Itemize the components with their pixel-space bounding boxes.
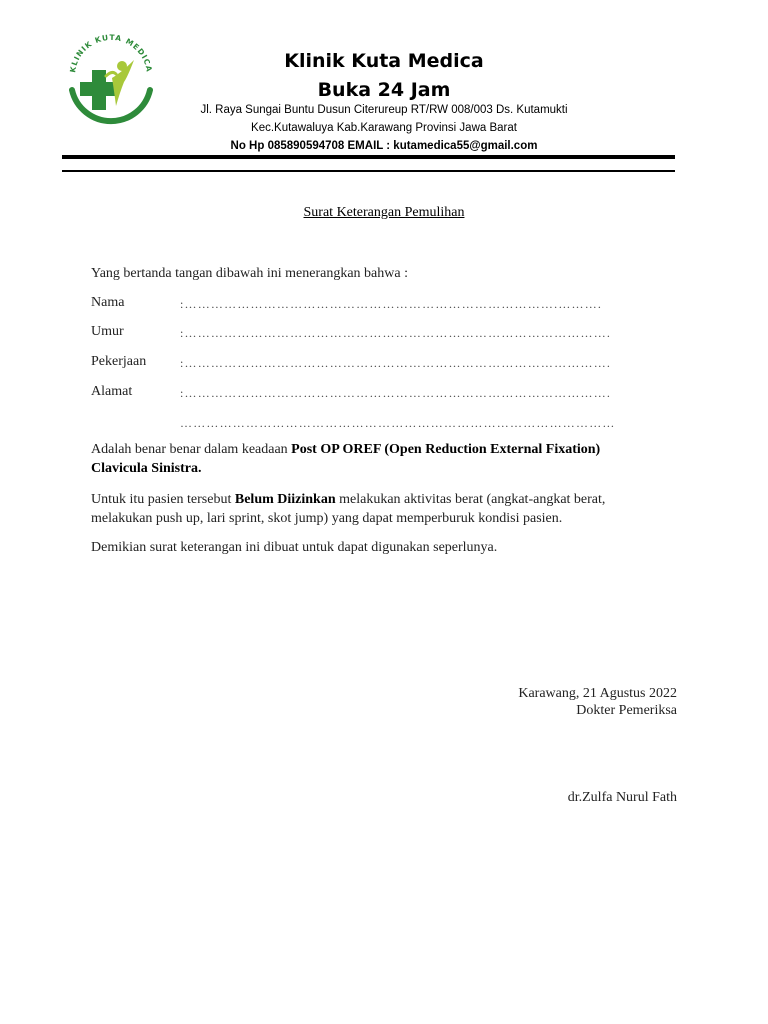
condition-text: Adalah benar benar dalam keadaan — [91, 442, 292, 457]
paragraph-condition — [91, 440, 681, 478]
letterhead-rule-thick — [62, 155, 675, 159]
field-label-nama: Nama — [91, 295, 125, 310]
document-title: Surat Keterangan Pemulihan — [303, 205, 465, 220]
field-dots-nama: :………………………………………………………………………….………. — [180, 297, 603, 311]
condition-diagnosis: Post OP OREF (Open Reduction External Fixation) — [291, 442, 601, 457]
restriction-post-2: melakukan push up, lari sprint, skot jump) yang dapat memperburuk kondisi pasien. — [91, 511, 563, 526]
field-label-pekerjaan: Pekerjaan — [91, 354, 147, 369]
signature-place-date: Karawang, 21 Agustus 2022 — [518, 686, 677, 701]
condition-diagnosis-2: Clavicula Sinistra. — [91, 461, 202, 476]
field-dots-alamat: :……………………………………………………………………………………. — [180, 386, 612, 400]
intro-text: Yang bertanda tangan dibawah ini menerangkan bahwa : — [91, 266, 408, 281]
restriction-pre: Untuk itu pasien tersebut — [91, 492, 235, 507]
letterhead-rule-thin — [62, 170, 675, 172]
paragraph-restriction — [91, 490, 681, 528]
restriction-post-1: melakukan aktivitas berat (angkat-angkat berat, — [335, 492, 606, 507]
paragraph-closing: Demikian surat keterangan ini dibuat untuk dapat digunakan seperlunya. — [91, 540, 498, 555]
field-dots-alamat-2: ……………………………………………………………………………………… — [180, 416, 616, 430]
address-line-1: Jl. Raya Sungai Buntu Dusun Citerureup RT/RW 008/003 Ds. Kutamukti — [200, 104, 568, 116]
field-label-alamat: Alamat — [91, 384, 133, 399]
field-label-umur: Umur — [91, 324, 124, 339]
contact-line: No Hp 085890594708 EMAIL : kutamedica55@gmail.com — [230, 140, 538, 152]
clinic-logo — [62, 30, 160, 136]
clinic-hours: Buka 24 Jam — [317, 79, 451, 101]
clinic-name: Klinik Kuta Medica — [284, 50, 484, 72]
signature-name: dr.Zulfa Nurul Fath — [567, 790, 677, 805]
signature-role: Dokter Pemeriksa — [576, 703, 677, 718]
svg-text:KLINIK KUTA MEDICA: KLINIK KUTA MEDICA — [68, 32, 154, 74]
field-dots-umur: :……………………………………………………………………………………. — [180, 326, 612, 340]
field-dots-pekerjaan: :……………………………………………………………………………………. — [180, 356, 612, 370]
address-line-2: Kec.Kutawaluya Kab.Karawang Provinsi Jawa Barat — [251, 122, 517, 134]
restriction-status: Belum Diizinkan — [234, 492, 336, 507]
